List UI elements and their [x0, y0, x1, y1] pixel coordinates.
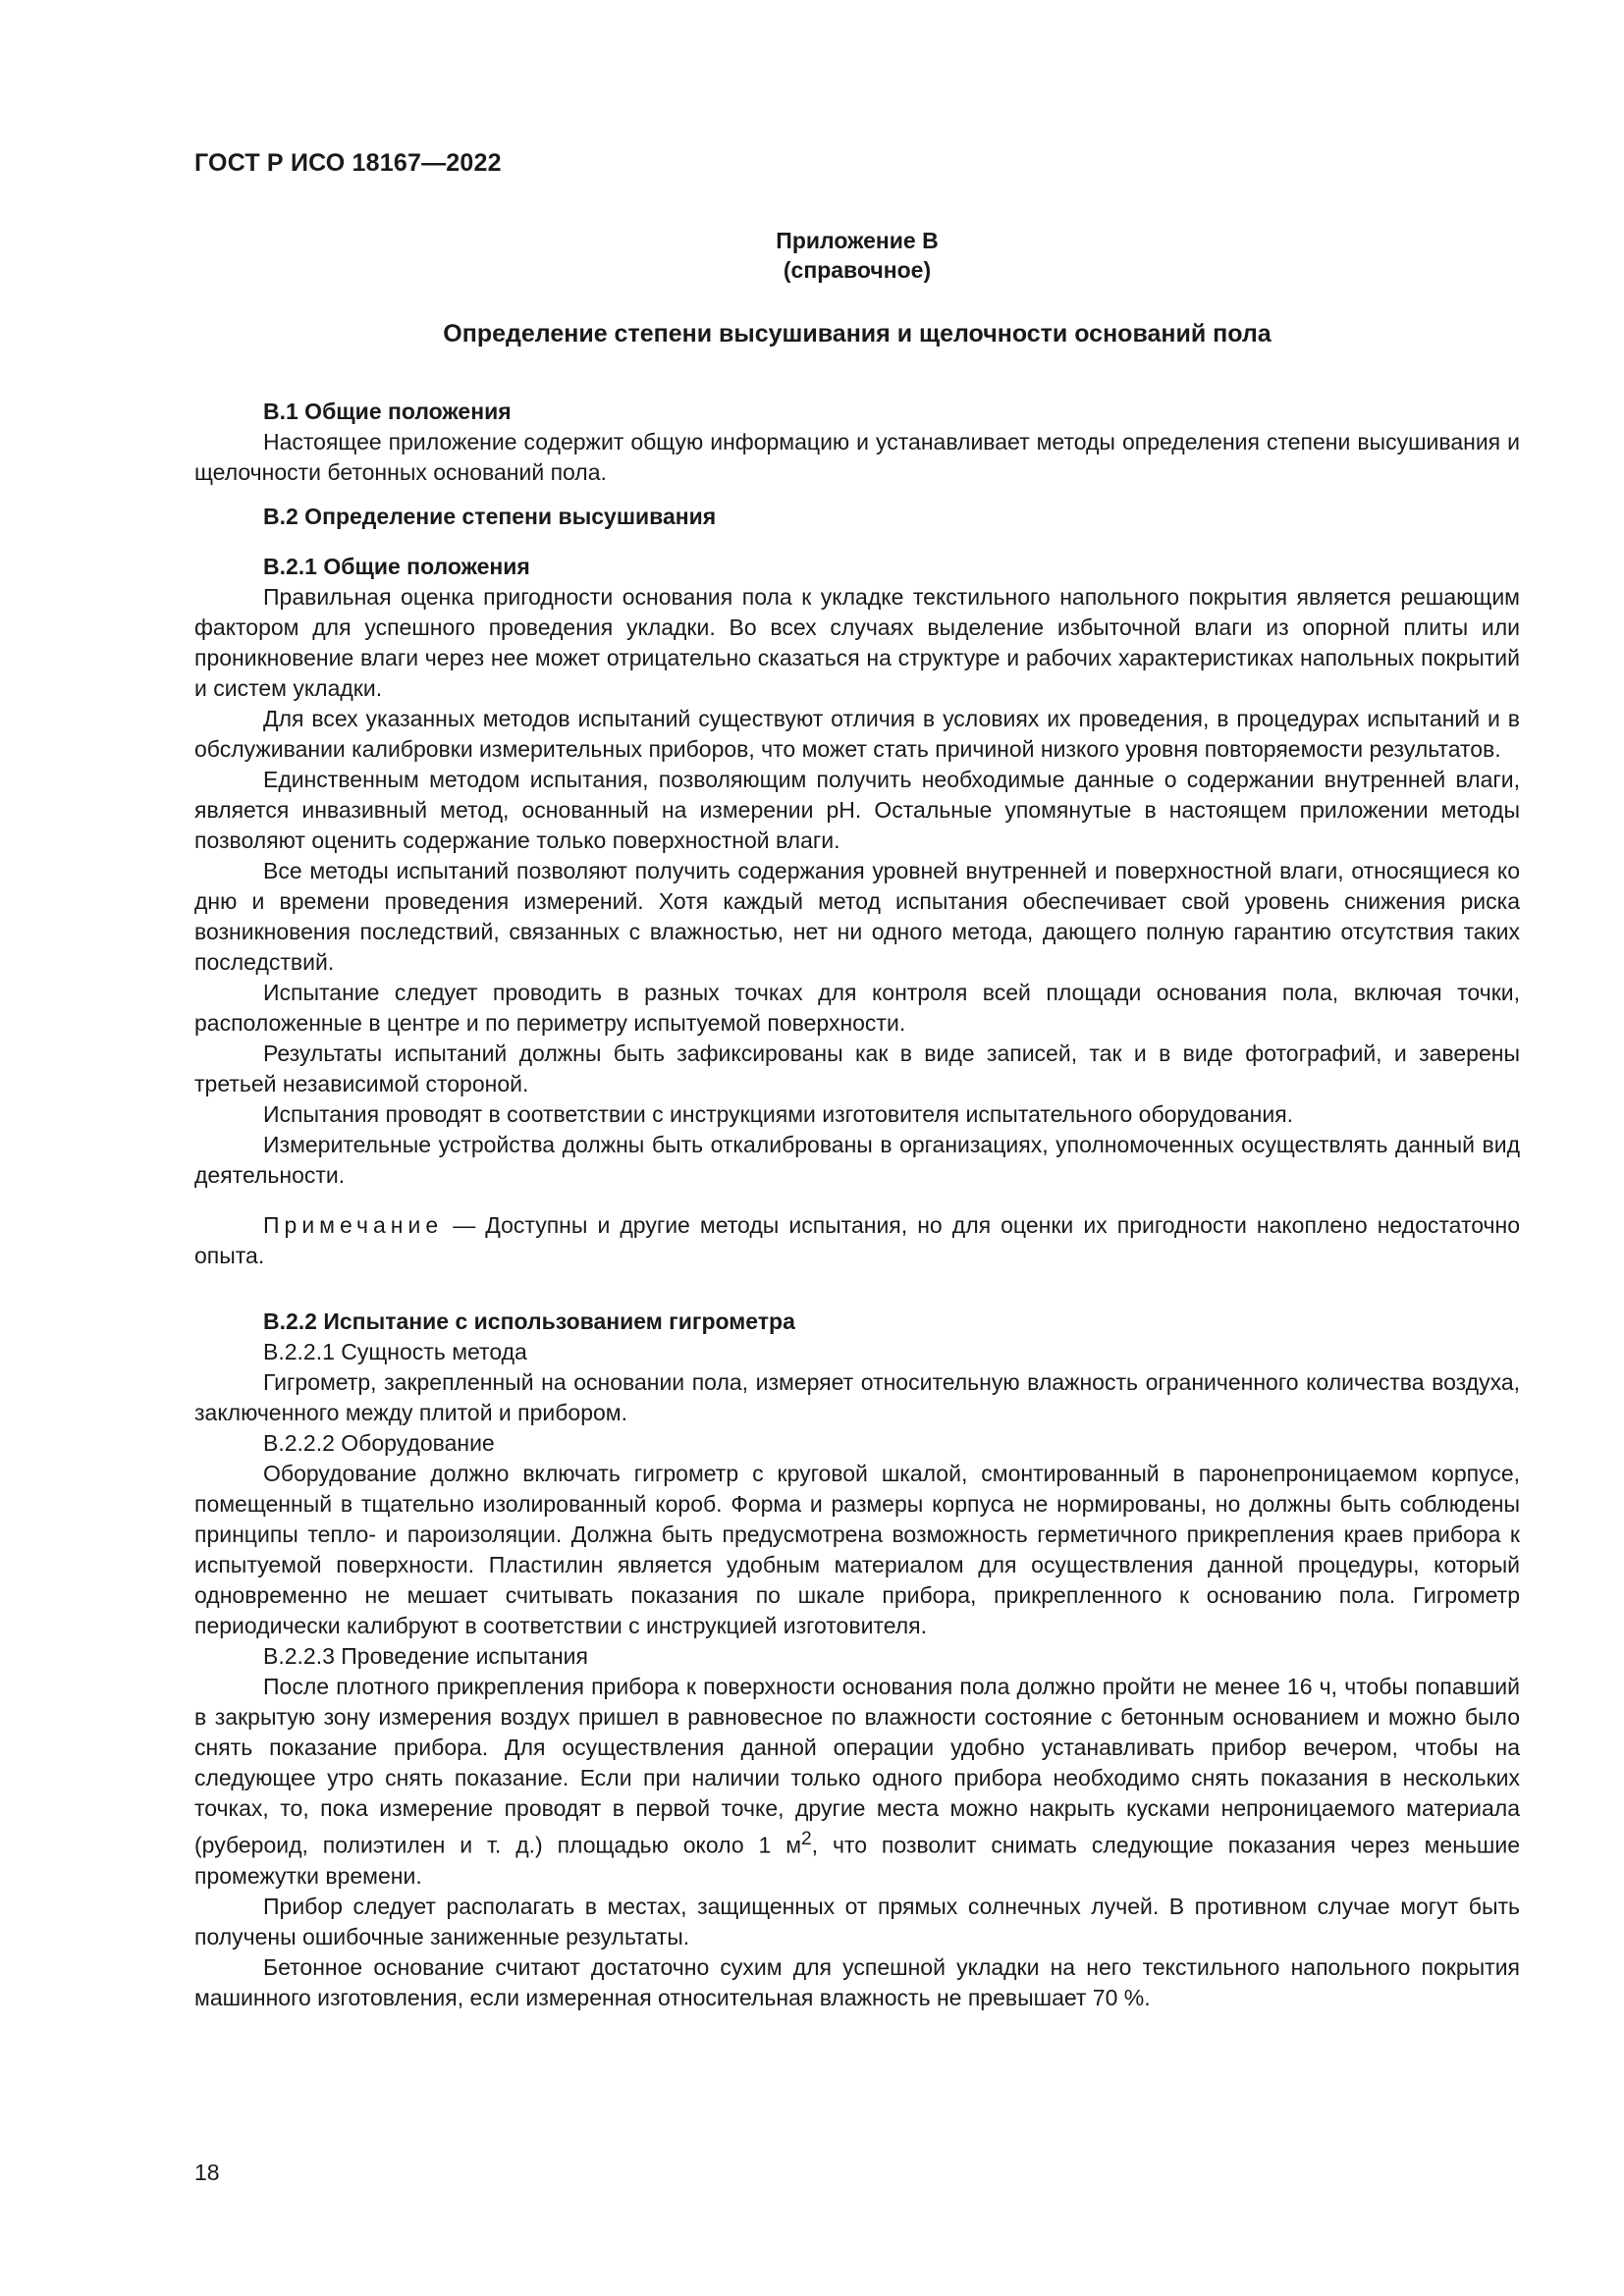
subsection-b221-title: В.2.2.1 Сущность метода: [263, 1339, 527, 1364]
section-b21-paragraph-8: Измерительные устройства должны быть откалиброваны в организациях, уполномоченных осуществлять данный вид деятельности.: [194, 1132, 1520, 1188]
section-b21-paragraph-1: Правильная оценка пригодности основания пола к укладке текстильного напольного покрытия является решающим фактором для успешного проведения укладки. Во всех случаях выделение избыточной влаги из опорной плиты или проникновение влаги через нее может отрицательно сказаться на структуре и рабочих характеристиках напольных покрытий и систем укладки.: [194, 584, 1520, 701]
section-b21-paragraph-7: Испытания проводят в соответствии с инструкциями изготовителя испытательного оборудования.: [263, 1101, 1294, 1127]
subsection-b221-paragraph: Гигрометр, закрепленный на основании пола, измеряет относительную влажность ограниченного количества воздуха, заключенного между плитой и прибором.: [194, 1369, 1520, 1425]
section-b21-paragraph-4: Все методы испытаний позволяют получить содержания уровней внутренней и поверхностной влаги, относящиеся ко дню и времени проведения измерений. Хотя каждый метод испытания обеспечивает свой уровень снижения риска возникновения последствий, связанных с влажностью, нет ни одного метода, дающего полную гарантию отсутствия таких последствий.: [194, 858, 1520, 975]
appendix-label: Приложение В: [776, 228, 939, 253]
standard-header: ГОСТ Р ИСО 18167—2022: [194, 149, 502, 177]
page-number: 18: [194, 2160, 220, 2185]
section-b21-paragraph-3: Единственным методом испытания, позволяющим получить необходимые данные о содержании внутренней влаги, является инвазивный метод, основанный на измерении pH. Остальные упомянутые в настоящем приложении методы позволяют оценить содержание только поверхностной влаги.: [194, 767, 1520, 853]
superscript-2: 2: [801, 1829, 812, 1849]
section-b21-paragraph-6: Результаты испытаний должны быть зафиксированы как в виде записей, так и в виде фотографий, и заверены третьей независимой стороной.: [194, 1041, 1520, 1096]
subsection-b222-paragraph: Оборудование должно включать гигрометр с круговой шкалой, смонтированный в паронепроницаемом корпусе, помещенный в тщательно изолированный короб. Форма и размеры корпуса не нормированы, но должны быть соблюдены принципы тепло- и пароизоляции. Должна быть предусмотрена возможность герметичного прикрепления краев прибора к испытуемой поверхности. Пластилин является удобным материалом для осуществления данной процедуры, который одновременно не мешает считывать показания по шкале прибора, прикрепленного к основанию пола. Гигрометр периодически калибруют в соответствии с инструкцией изготовителя.: [194, 1461, 1520, 1638]
appendix-title: Определение степени высушивания и щелочности оснований пола: [443, 320, 1272, 347]
subsection-b223-title: В.2.2.3 Проведение испытания: [263, 1643, 588, 1669]
section-b21-paragraph-5: Испытание следует проводить в разных точках для контроля всей площади основания пола, включая точки, расположенные в центре и по периметру испытуемой поверхности.: [194, 980, 1520, 1036]
paragraph-text-part-2: , что позволит снимать следующие показания через меньшие промежутки времени.: [194, 1832, 1520, 1889]
note-text: — Доступны и другие методы испытания, но для оценки их пригодности накоплено недостаточно опыта.: [194, 1212, 1520, 1268]
section-b1-heading: В.1 Общие положения: [263, 399, 512, 424]
subsection-b222-title: В.2.2.2 Оборудование: [263, 1430, 495, 1456]
section-b21-paragraph-2: Для всех указанных методов испытаний существуют отличия в условиях их проведения, в процедурах испытаний и в обслуживании калибровки измерительных приборов, что может стать причиной низкого уровня повторяемости результатов.: [194, 706, 1520, 762]
section-b21-heading: В.2.1 Общие положения: [263, 554, 530, 579]
note-label: Примечание: [263, 1212, 444, 1238]
section-b1-paragraph: Настоящее приложение содержит общую информацию и устанавливает методы определения степени высушивания и щелочности бетонных оснований пола.: [194, 429, 1520, 485]
section-b21-note: [194, 1210, 1520, 1271]
paragraph-text-part-1: После плотного прикрепления прибора к поверхности основания пола должно пройти не менее 16 ч, чтобы попавший в закрытую зону измерения воздух пришел в равновесное по влажности состояние с бетонным основанием и можно было снять показание прибора. Для осуществления данной операции удобно устанавливать прибор вечером, чтобы на следующее утро снять показание. Если при наличии только одного прибора необходимо снять показания в нескольких точках, то, пока измерение проводят в первой точке, другие места можно накрыть кусками непроницаемого материала (рубероид, полиэтилен и т. д.) площадью около 1 м: [194, 1674, 1520, 1858]
appendix-heading: [194, 226, 1520, 285]
subsection-b223-paragraph-2: Прибор следует располагать в местах, защищенных от прямых солнечных лучей. В противном случае могут быть получены ошибочные заниженные результаты.: [194, 1893, 1520, 1949]
appendix-type: (справочное): [783, 257, 932, 283]
section-b22-heading: В.2.2 Испытание с использованием гигрометра: [263, 1308, 795, 1334]
section-b2-heading: В.2 Определение степени высушивания: [263, 504, 717, 529]
document-body: [194, 397, 1520, 2013]
subsection-b223-paragraph-1: [194, 1672, 1520, 1892]
subsection-b223-paragraph-3: Бетонное основание считают достаточно сухим для успешной укладки на него текстильного напольного покрытия машинного изготовления, если измеренная относительная влажность не превышает 70 %.: [194, 1953, 1520, 2010]
